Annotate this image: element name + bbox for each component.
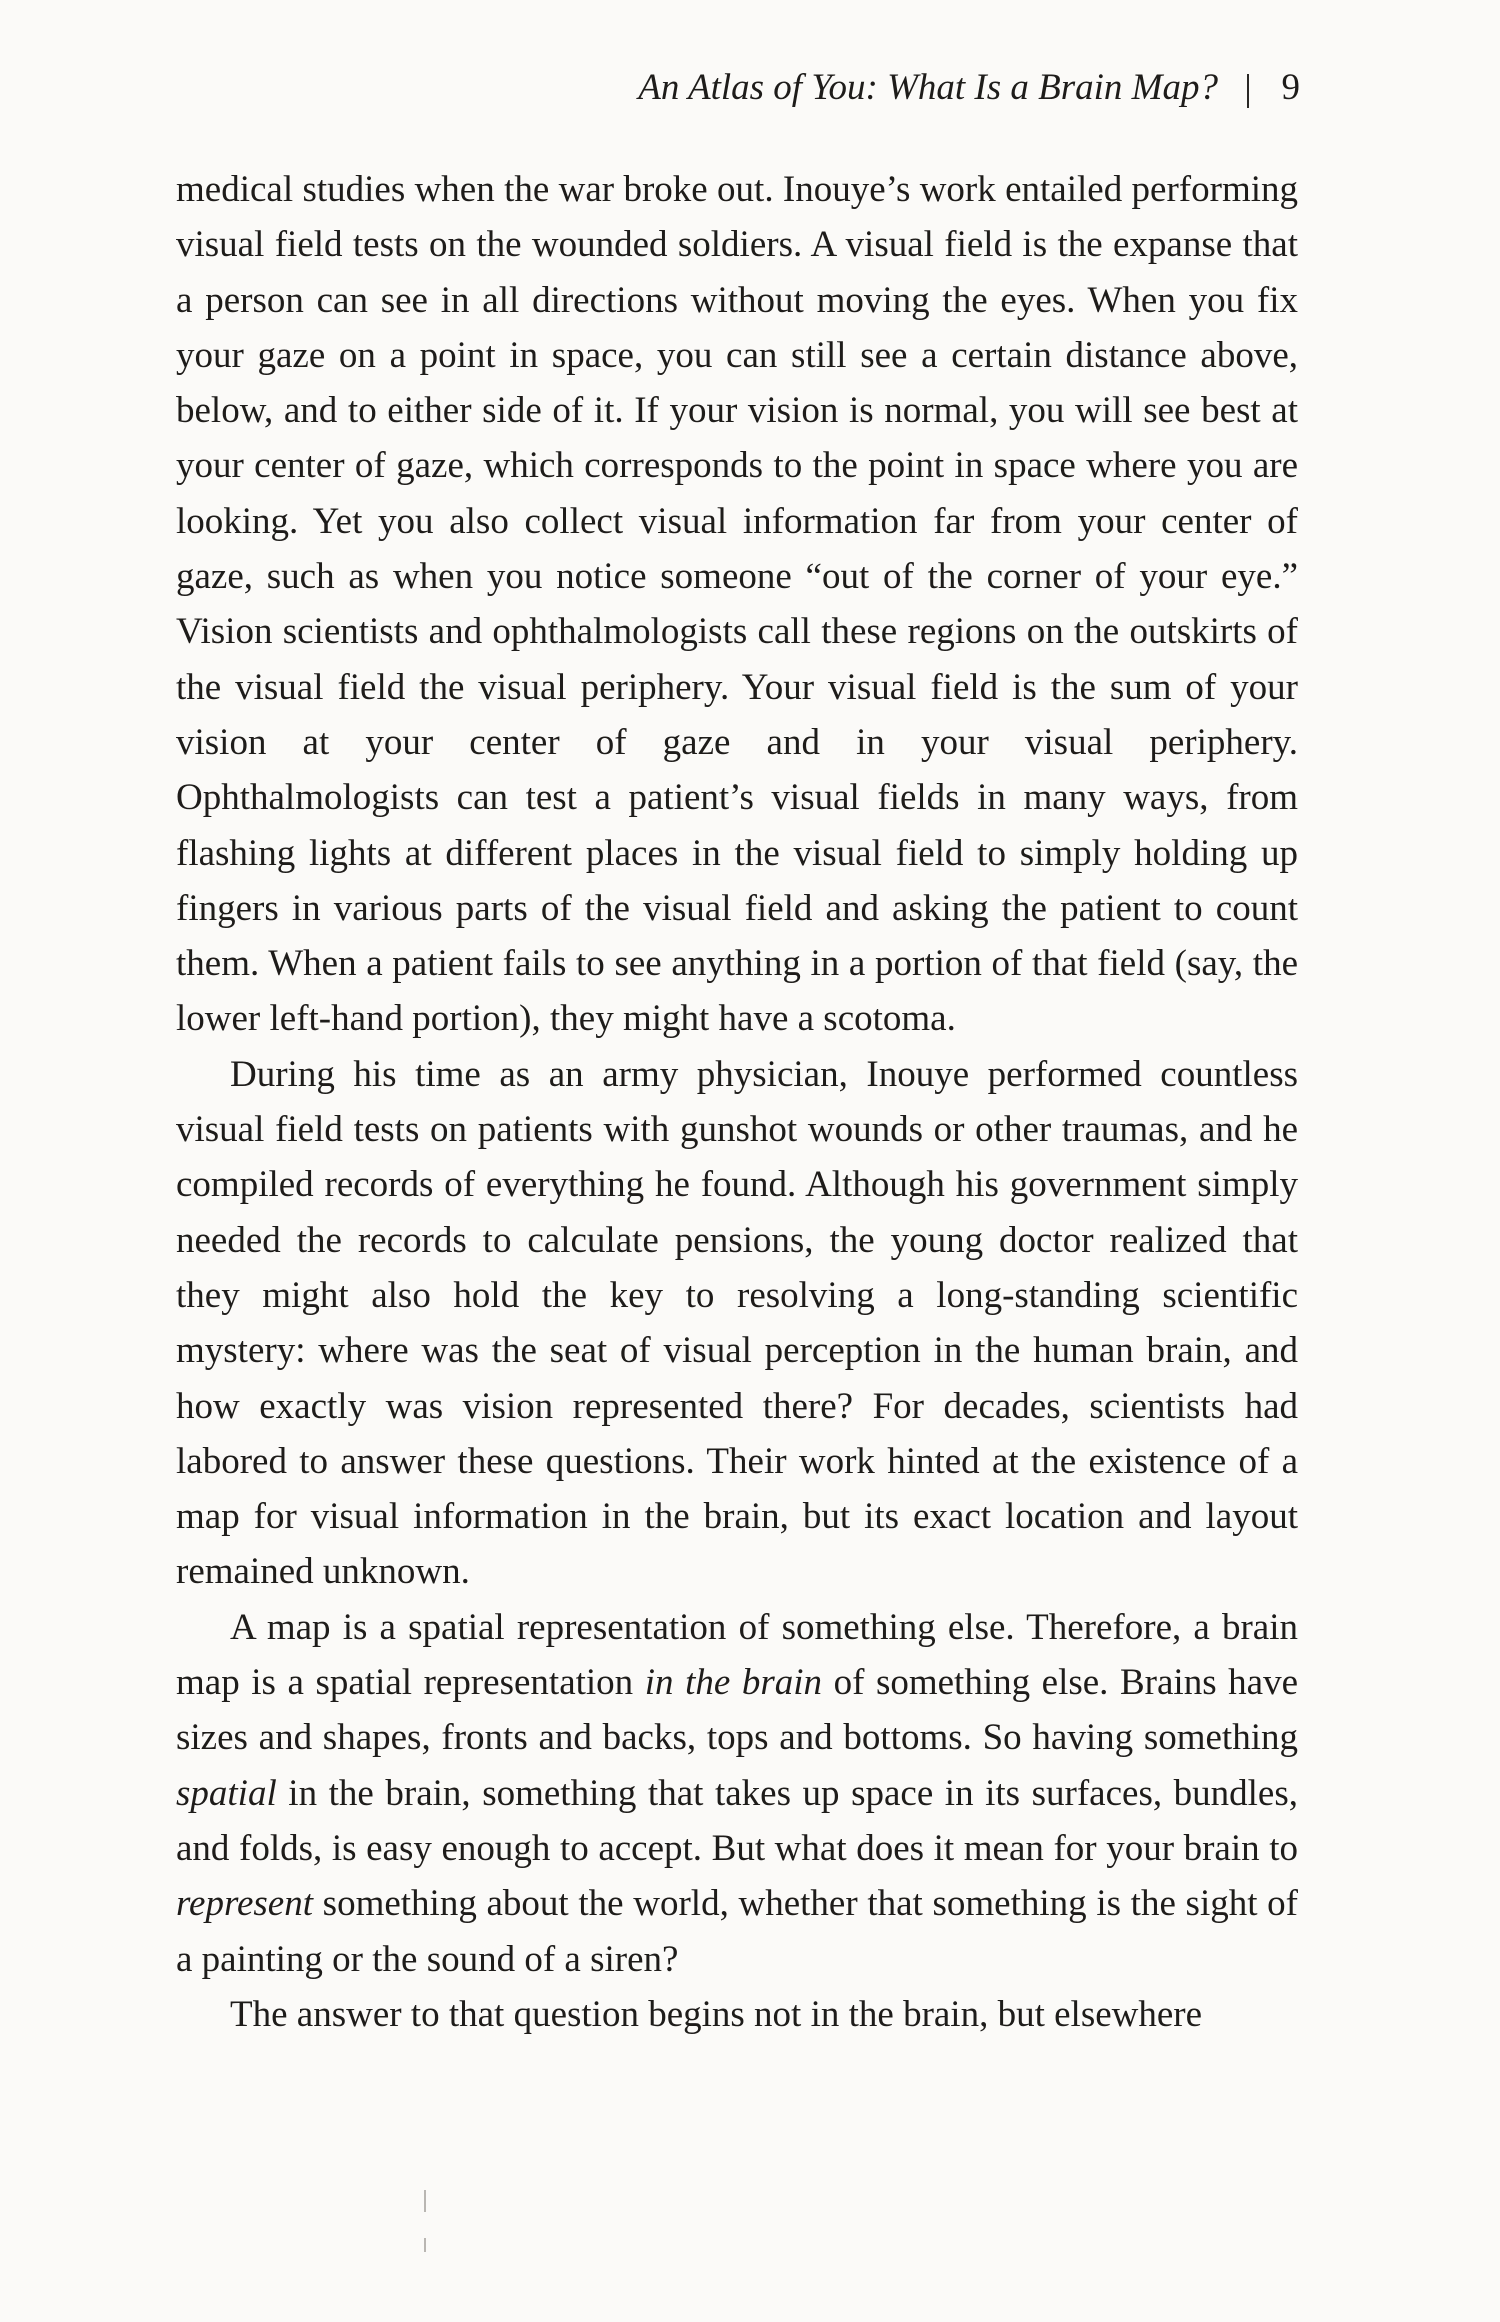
header-divider <box>1247 74 1249 108</box>
scan-artifact <box>424 2238 426 2252</box>
paragraph-2: During his time as an army physician, Inouye performed countless visual field tests on patients with gunshot wounds or other traumas, and he compiled records of everything he found. Although his government simply needed the records to calculate pensions, the young doctor realized that they might also hold the key to resolving a long-standing scientific mystery: where was the seat of visual perception in the human brain, and how exactly was vision represented there? For decades, scientists had labored to answer these questions. Their work hinted at the existence of a map for visual information in the brain, but its exact location and layout remained unknown. <box>176 1053 1298 1593</box>
paragraph-1: medical studies when the war broke out. Inouye’s work entailed performing visual field tests on the wounded soldiers. A visual field is the expanse that a person can see in all directions without moving the eyes. When you fix your gaze on a point in space, you can still see a certain distance above, below, and to either side of it. If your vision is normal, you will see best at your center of gaze, which corresponds to the point in space where you are looking. Yet you also collect visual information far from your center of gaze, such as when you notice someone “out of the corner of your eye.” Vision scientists and ophthalmologists call these regions on the outskirts of the visual field the visual periphery. Your visual field is the sum of your vision at your center of gaze and in your visual periphery. Ophthalmologists can test a patient’s visual fields in many ways, from flashing lights at different places in the visual field to simply holding up fingers in various parts of the visual field and asking the patient to count them. When a patient fails to see anything in a portion of that field (say, the lower left-hand portion), they might have a scotoma. <box>176 169 1298 1040</box>
paragraph-3-text: A map is a spatial representation of something else. Therefore, a brain map is a spatial representation <box>176 1606 1298 1704</box>
paragraph-3-text: in the brain, something that takes up space in its surfaces, bundles, and folds, is easy enough to accept. But what does it mean for your brain to <box>176 1772 1298 1869</box>
scan-artifact <box>424 2190 426 2212</box>
running-title: An Atlas of You: What Is a Brain Map? <box>638 67 1218 108</box>
paragraph-3 <box>176 1600 1298 1987</box>
emphasis-represent: represent <box>176 1883 313 1925</box>
paragraph-3-text: something about the world, whether that something is the sight of a painting or the sound of a siren? <box>176 1883 1298 1980</box>
page-number: 9 <box>1281 67 1300 108</box>
emphasis-in-the-brain: in the brain <box>644 1662 823 1704</box>
emphasis-spatial: spatial <box>176 1772 277 1814</box>
paragraph-3-text: of something else. Brains have sizes and shapes, fronts and backs, tops and bottoms. So having something <box>176 1662 1298 1759</box>
running-header <box>620 58 1300 118</box>
paragraph-4: The answer to that question begins not in the brain, but elsewhere <box>230 1993 1203 2035</box>
body-text <box>176 162 1298 2042</box>
